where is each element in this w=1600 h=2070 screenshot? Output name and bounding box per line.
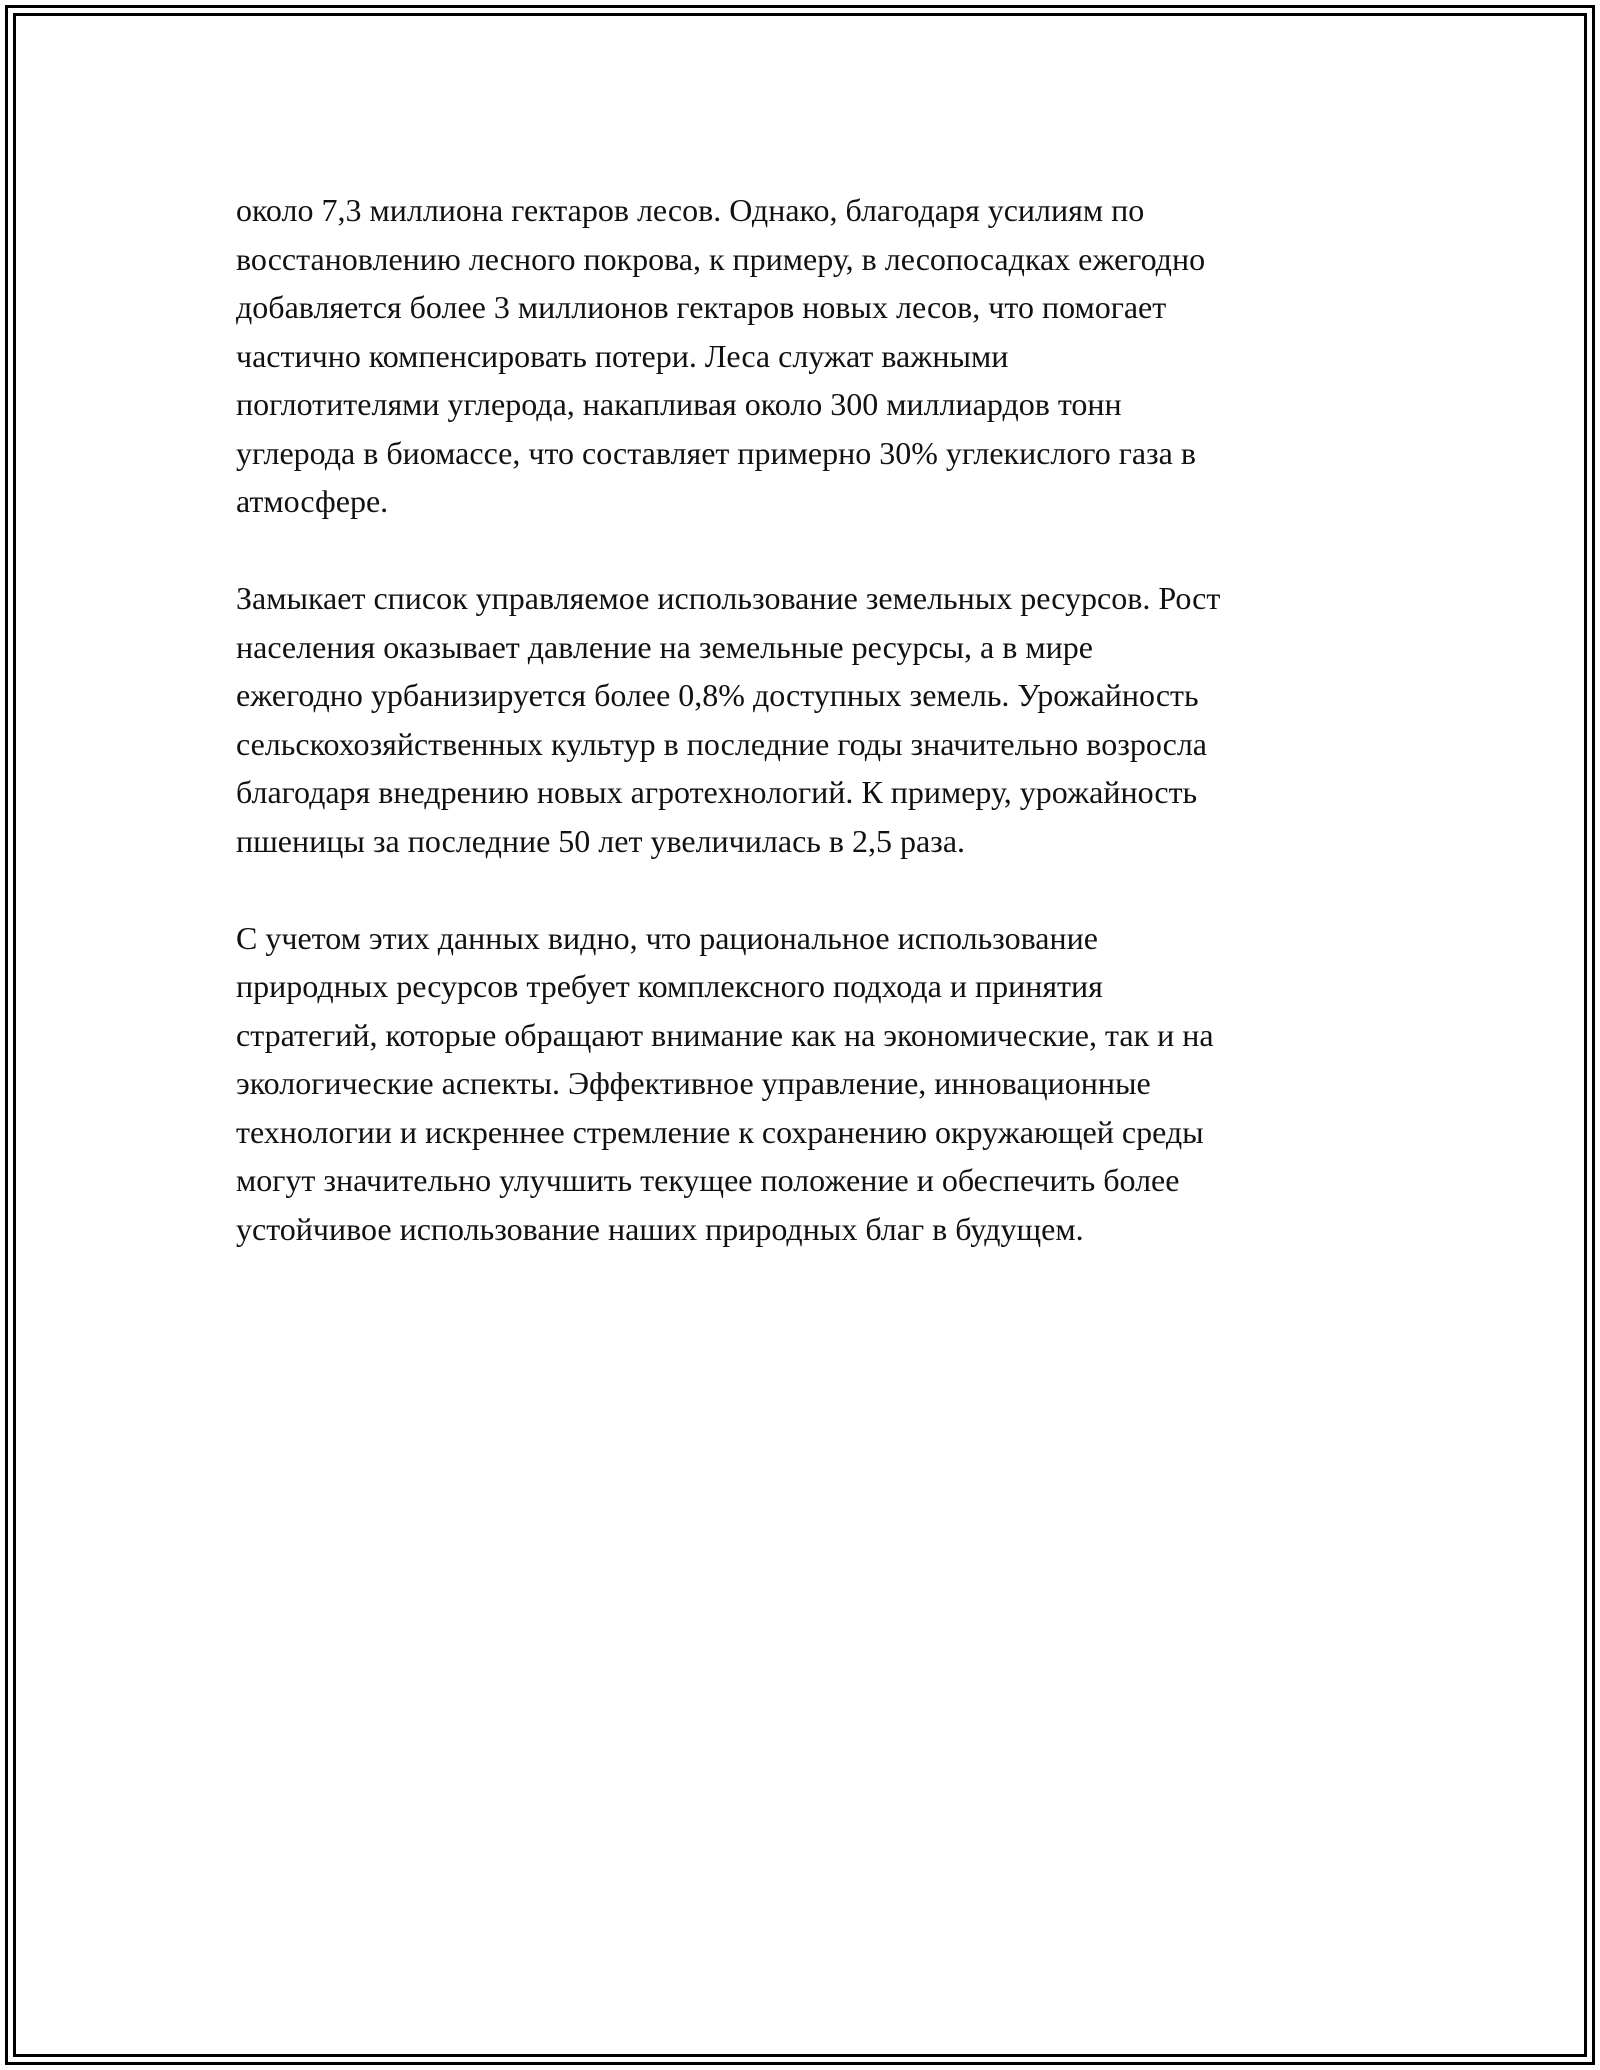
text-line: Замыкает список управляемое использование земельных ресурсов. Рост <box>236 580 1221 616</box>
text-line: устойчивое использование наших природных благ в будущем. <box>236 1210 1084 1247</box>
text-line: благодаря внедрению новых агротехнологий. К примеру, урожайность <box>236 774 1198 810</box>
text-line: природных ресурсов требует комплексного подхода и принятия <box>236 968 1103 1004</box>
text-line: атмосфере. <box>236 483 389 519</box>
text-line: экологические аспекты. Эффективное управление, инновационные <box>236 1065 1151 1101</box>
text-line: ежегодно урбанизируется более 0,8% доступных земель. Урожайность <box>236 677 1199 713</box>
text-line: сельскохозяйственных культур в последние годы значительно возросла <box>236 725 1207 762</box>
text-line: около 7,3 миллиона гектаров лесов. Однако, благодаря усилиям по <box>236 192 1145 228</box>
text-line: населения оказывает давление на земельные ресурсы, а в мире <box>236 628 1093 665</box>
text-line: углерода в биомассе, что составляет примерно 30% углекислого газа в <box>236 434 1196 471</box>
text-line: восстановлению лесного покрова, к примеру, в лесопосадках ежегодно <box>236 240 1206 277</box>
text-line: могут значительно улучшить текущее положение и обеспечить более <box>236 1162 1180 1198</box>
paragraph-land-use <box>236 574 1386 865</box>
text-line: С учетом этих данных видно, что рациональное использование <box>236 919 1098 956</box>
paragraph-conclusion <box>236 914 1386 1254</box>
text-line: технологии и искреннее стремление к сохранению окружающей среды <box>236 1113 1204 1150</box>
paragraph-forests <box>236 186 1386 526</box>
text-line: поглотителями углерода, накапливая около 300 миллиардов тонн <box>236 386 1122 422</box>
text-line: пшеницы за последние 50 лет увеличилась в 2,5 раза. <box>236 822 966 859</box>
document-body <box>236 186 1386 1302</box>
text-line: частично компенсировать потери. Леса служат важными <box>236 337 1009 374</box>
text-line: добавляется более 3 миллионов гектаров новых лесов, что помогает <box>236 289 1167 325</box>
text-line: стратегий, которые обращают внимание как на экономические, так и на <box>236 1016 1214 1053</box>
